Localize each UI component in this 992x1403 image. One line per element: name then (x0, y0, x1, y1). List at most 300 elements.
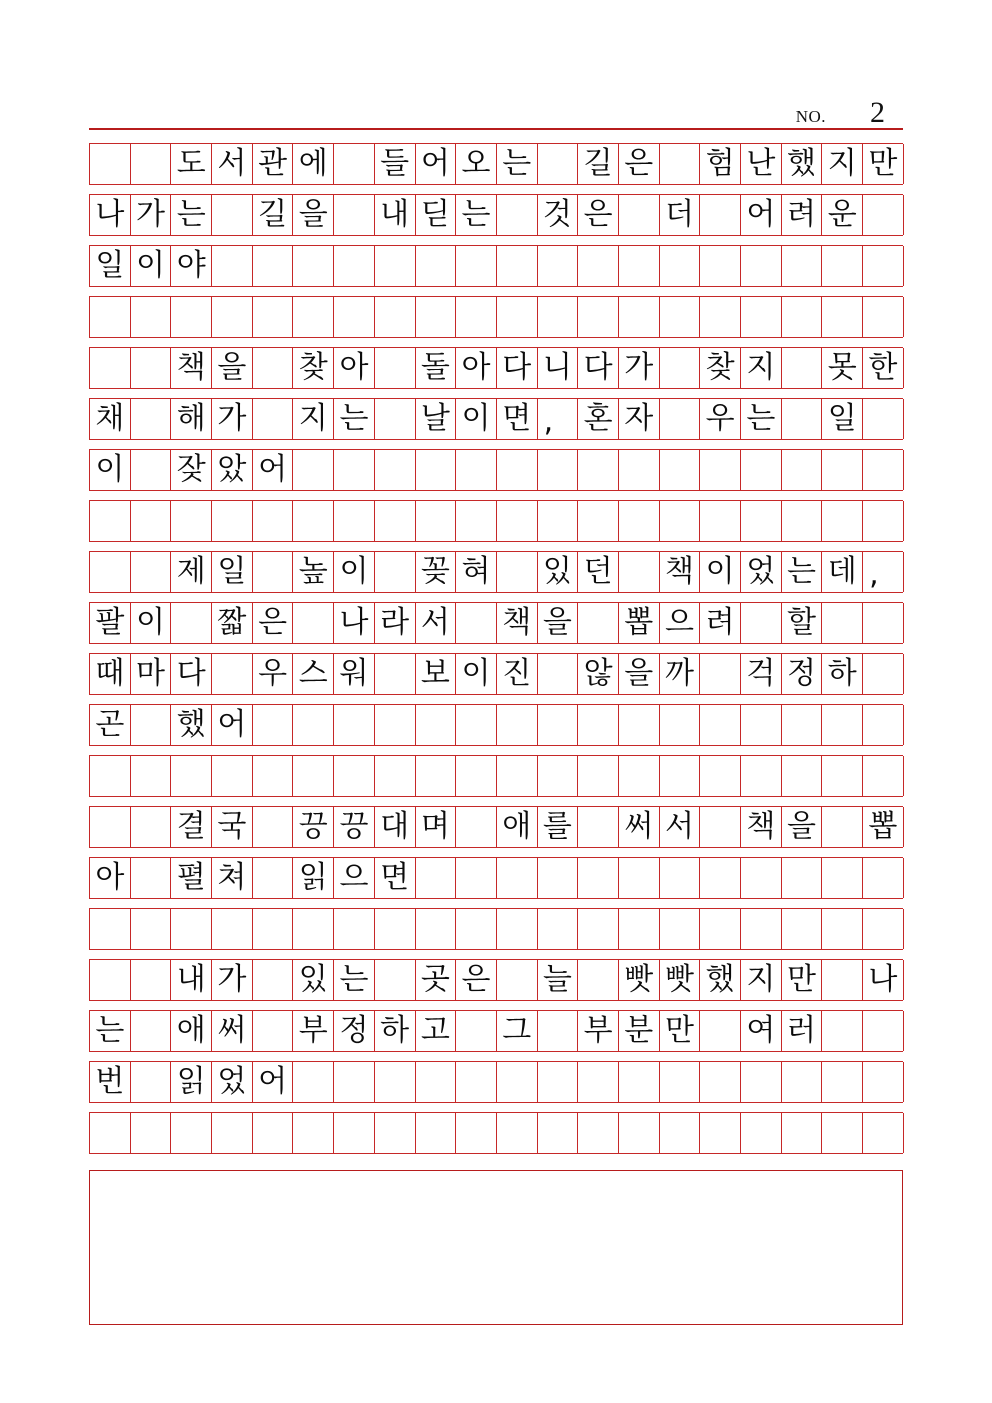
manuscript-cell-filled[interactable] (212, 552, 253, 592)
manuscript-cell-empty[interactable] (497, 246, 538, 286)
manuscript-cell-filled[interactable] (253, 195, 294, 235)
manuscript-cell-empty[interactable] (456, 1011, 497, 1051)
manuscript-cell-filled[interactable] (578, 1011, 619, 1051)
manuscript-cell-empty[interactable] (578, 501, 619, 541)
manuscript-cell-empty[interactable] (741, 246, 782, 286)
manuscript-cell-empty[interactable] (863, 909, 904, 949)
manuscript-cell-empty[interactable] (416, 297, 457, 337)
manuscript-cell-empty[interactable] (782, 348, 823, 388)
manuscript-cell-empty[interactable] (456, 1113, 497, 1153)
manuscript-cell-empty[interactable] (660, 909, 701, 949)
manuscript-cell-filled[interactable] (456, 654, 497, 694)
manuscript-cell-empty[interactable] (782, 1113, 823, 1153)
manuscript-cell-empty[interactable] (741, 501, 782, 541)
manuscript-cell-filled[interactable] (660, 195, 701, 235)
manuscript-cell-filled[interactable] (741, 654, 782, 694)
manuscript-cell-empty[interactable] (619, 1062, 660, 1102)
manuscript-cell-filled[interactable] (822, 348, 863, 388)
manuscript-cell-filled[interactable] (660, 654, 701, 694)
manuscript-cell-empty[interactable] (416, 858, 457, 898)
manuscript-cell-empty[interactable] (782, 399, 823, 439)
manuscript-cell-empty[interactable] (293, 246, 334, 286)
manuscript-cell-filled[interactable] (741, 348, 782, 388)
manuscript-cell-empty[interactable] (497, 756, 538, 796)
manuscript-cell-empty[interactable] (578, 909, 619, 949)
manuscript-cell-filled[interactable] (334, 1011, 375, 1051)
manuscript-cell-empty[interactable] (212, 654, 253, 694)
manuscript-cell-filled[interactable] (293, 807, 334, 847)
manuscript-cell-empty[interactable] (212, 909, 253, 949)
manuscript-cell-empty[interactable] (741, 1113, 782, 1153)
manuscript-cell-empty[interactable] (863, 705, 904, 745)
manuscript-cell-filled[interactable] (171, 246, 212, 286)
manuscript-cell-empty[interactable] (212, 756, 253, 796)
manuscript-cell-filled[interactable] (253, 603, 294, 643)
manuscript-cell-filled[interactable] (375, 858, 416, 898)
manuscript-cell-empty[interactable] (375, 654, 416, 694)
manuscript-cell-empty[interactable] (538, 501, 579, 541)
manuscript-cell-filled[interactable] (863, 807, 904, 847)
manuscript-cell-filled[interactable] (497, 1011, 538, 1051)
manuscript-cell-filled[interactable] (416, 960, 457, 1000)
manuscript-cell-filled[interactable] (456, 348, 497, 388)
manuscript-cell-empty[interactable] (660, 1113, 701, 1153)
manuscript-cell-empty[interactable] (538, 858, 579, 898)
manuscript-cell-filled[interactable] (456, 195, 497, 235)
manuscript-cell-empty[interactable] (293, 705, 334, 745)
manuscript-cell-empty[interactable] (171, 1113, 212, 1153)
manuscript-cell-empty[interactable] (375, 297, 416, 337)
manuscript-cell-empty[interactable] (538, 1062, 579, 1102)
manuscript-cell-empty[interactable] (538, 909, 579, 949)
manuscript-cell-empty[interactable] (131, 807, 172, 847)
manuscript-cell-filled[interactable] (782, 1011, 823, 1051)
manuscript-cell-empty[interactable] (375, 501, 416, 541)
manuscript-cell-empty[interactable] (863, 501, 904, 541)
manuscript-cell-empty[interactable] (822, 1011, 863, 1051)
manuscript-cell-empty[interactable] (700, 807, 741, 847)
manuscript-cell-empty[interactable] (171, 756, 212, 796)
manuscript-cell-filled[interactable] (334, 552, 375, 592)
manuscript-cell-filled[interactable] (171, 348, 212, 388)
manuscript-cell-empty[interactable] (334, 756, 375, 796)
manuscript-cell-empty[interactable] (578, 246, 619, 286)
manuscript-cell-filled[interactable] (212, 807, 253, 847)
manuscript-cell-empty[interactable] (375, 450, 416, 490)
manuscript-cell-filled[interactable] (131, 654, 172, 694)
manuscript-cell-filled[interactable] (863, 144, 904, 184)
manuscript-cell-empty[interactable] (212, 246, 253, 286)
manuscript-cell-empty[interactable] (334, 1113, 375, 1153)
manuscript-cell-empty[interactable] (497, 450, 538, 490)
manuscript-cell-empty[interactable] (578, 603, 619, 643)
manuscript-cell-filled[interactable] (863, 552, 904, 592)
manuscript-cell-empty[interactable] (456, 450, 497, 490)
manuscript-cell-empty[interactable] (863, 195, 904, 235)
manuscript-cell-empty[interactable] (660, 348, 701, 388)
manuscript-cell-filled[interactable] (334, 858, 375, 898)
manuscript-cell-filled[interactable] (578, 399, 619, 439)
manuscript-cell-empty[interactable] (700, 654, 741, 694)
manuscript-cell-filled[interactable] (700, 960, 741, 1000)
manuscript-cell-filled[interactable] (822, 195, 863, 235)
manuscript-cell-filled[interactable] (578, 195, 619, 235)
manuscript-cell-filled[interactable] (416, 144, 457, 184)
manuscript-cell-filled[interactable] (212, 960, 253, 1000)
manuscript-cell-empty[interactable] (253, 858, 294, 898)
manuscript-cell-filled[interactable] (822, 654, 863, 694)
manuscript-cell-empty[interactable] (863, 858, 904, 898)
manuscript-cell-filled[interactable] (253, 450, 294, 490)
manuscript-cell-empty[interactable] (741, 756, 782, 796)
manuscript-cell-empty[interactable] (497, 1062, 538, 1102)
manuscript-cell-filled[interactable] (538, 552, 579, 592)
manuscript-cell-filled[interactable] (212, 603, 253, 643)
manuscript-cell-filled[interactable] (171, 144, 212, 184)
manuscript-cell-empty[interactable] (822, 705, 863, 745)
manuscript-cell-empty[interactable] (538, 297, 579, 337)
manuscript-cell-empty[interactable] (375, 960, 416, 1000)
manuscript-cell-empty[interactable] (660, 501, 701, 541)
manuscript-cell-filled[interactable] (660, 1011, 701, 1051)
manuscript-cell-empty[interactable] (619, 195, 660, 235)
manuscript-cell-empty[interactable] (741, 909, 782, 949)
manuscript-cell-filled[interactable] (90, 450, 131, 490)
manuscript-cell-empty[interactable] (497, 858, 538, 898)
manuscript-cell-empty[interactable] (90, 144, 131, 184)
manuscript-cell-filled[interactable] (700, 144, 741, 184)
manuscript-cell-filled[interactable] (416, 603, 457, 643)
manuscript-cell-empty[interactable] (822, 603, 863, 643)
manuscript-cell-empty[interactable] (293, 1113, 334, 1153)
manuscript-cell-filled[interactable] (416, 552, 457, 592)
manuscript-cell-empty[interactable] (578, 705, 619, 745)
manuscript-cell-filled[interactable] (90, 246, 131, 286)
manuscript-cell-empty[interactable] (171, 501, 212, 541)
manuscript-cell-empty[interactable] (782, 297, 823, 337)
manuscript-cell-filled[interactable] (90, 1011, 131, 1051)
manuscript-cell-empty[interactable] (90, 960, 131, 1000)
manuscript-cell-empty[interactable] (578, 756, 619, 796)
manuscript-cell-empty[interactable] (212, 297, 253, 337)
manuscript-cell-filled[interactable] (293, 348, 334, 388)
manuscript-cell-filled[interactable] (741, 144, 782, 184)
manuscript-cell-empty[interactable] (619, 756, 660, 796)
manuscript-cell-filled[interactable] (700, 399, 741, 439)
manuscript-cell-filled[interactable] (416, 348, 457, 388)
manuscript-cell-empty[interactable] (131, 450, 172, 490)
manuscript-cell-empty[interactable] (253, 909, 294, 949)
manuscript-cell-filled[interactable] (660, 807, 701, 847)
manuscript-cell-empty[interactable] (497, 909, 538, 949)
manuscript-cell-empty[interactable] (822, 807, 863, 847)
manuscript-cell-empty[interactable] (538, 246, 579, 286)
manuscript-cell-filled[interactable] (334, 807, 375, 847)
manuscript-cell-empty[interactable] (822, 858, 863, 898)
manuscript-cell-filled[interactable] (619, 348, 660, 388)
manuscript-cell-empty[interactable] (822, 1113, 863, 1153)
manuscript-cell-filled[interactable] (171, 1062, 212, 1102)
manuscript-cell-empty[interactable] (782, 1062, 823, 1102)
manuscript-cell-empty[interactable] (375, 756, 416, 796)
manuscript-cell-empty[interactable] (700, 1011, 741, 1051)
manuscript-cell-empty[interactable] (90, 297, 131, 337)
manuscript-cell-filled[interactable] (619, 399, 660, 439)
manuscript-cell-filled[interactable] (456, 399, 497, 439)
manuscript-cell-filled[interactable] (90, 603, 131, 643)
manuscript-cell-empty[interactable] (863, 1011, 904, 1051)
manuscript-cell-empty[interactable] (578, 297, 619, 337)
manuscript-cell-empty[interactable] (863, 654, 904, 694)
manuscript-cell-empty[interactable] (538, 756, 579, 796)
manuscript-cell-filled[interactable] (171, 705, 212, 745)
manuscript-cell-empty[interactable] (131, 144, 172, 184)
manuscript-cell-filled[interactable] (497, 654, 538, 694)
manuscript-cell-empty[interactable] (212, 1113, 253, 1153)
manuscript-cell-filled[interactable] (497, 603, 538, 643)
manuscript-cell-empty[interactable] (660, 756, 701, 796)
manuscript-cell-empty[interactable] (253, 960, 294, 1000)
manuscript-cell-filled[interactable] (660, 960, 701, 1000)
manuscript-cell-empty[interactable] (619, 246, 660, 286)
manuscript-cell-empty[interactable] (660, 399, 701, 439)
manuscript-cell-empty[interactable] (456, 246, 497, 286)
manuscript-cell-filled[interactable] (497, 807, 538, 847)
manuscript-cell-empty[interactable] (782, 756, 823, 796)
manuscript-cell-filled[interactable] (863, 348, 904, 388)
manuscript-cell-filled[interactable] (293, 144, 334, 184)
manuscript-cell-filled[interactable] (619, 960, 660, 1000)
manuscript-cell-filled[interactable] (538, 195, 579, 235)
manuscript-cell-filled[interactable] (171, 960, 212, 1000)
manuscript-cell-empty[interactable] (700, 195, 741, 235)
manuscript-cell-filled[interactable] (375, 603, 416, 643)
manuscript-cell-empty[interactable] (131, 960, 172, 1000)
manuscript-cell-empty[interactable] (660, 246, 701, 286)
manuscript-cell-empty[interactable] (578, 1113, 619, 1153)
manuscript-cell-filled[interactable] (741, 552, 782, 592)
manuscript-cell-filled[interactable] (293, 654, 334, 694)
manuscript-cell-filled[interactable] (90, 654, 131, 694)
manuscript-cell-filled[interactable] (619, 603, 660, 643)
manuscript-cell-empty[interactable] (619, 297, 660, 337)
manuscript-cell-filled[interactable] (212, 399, 253, 439)
manuscript-cell-empty[interactable] (131, 348, 172, 388)
manuscript-cell-filled[interactable] (700, 552, 741, 592)
manuscript-cell-empty[interactable] (538, 1011, 579, 1051)
manuscript-cell-empty[interactable] (253, 756, 294, 796)
manuscript-cell-empty[interactable] (538, 1113, 579, 1153)
manuscript-cell-empty[interactable] (131, 501, 172, 541)
manuscript-cell-filled[interactable] (619, 654, 660, 694)
manuscript-cell-filled[interactable] (90, 1062, 131, 1102)
manuscript-cell-empty[interactable] (212, 501, 253, 541)
manuscript-cell-filled[interactable] (741, 195, 782, 235)
manuscript-cell-empty[interactable] (863, 756, 904, 796)
manuscript-cell-empty[interactable] (212, 195, 253, 235)
manuscript-cell-empty[interactable] (497, 297, 538, 337)
manuscript-cell-filled[interactable] (822, 144, 863, 184)
manuscript-cell-empty[interactable] (90, 501, 131, 541)
manuscript-cell-empty[interactable] (416, 246, 457, 286)
manuscript-cell-filled[interactable] (171, 552, 212, 592)
manuscript-cell-empty[interactable] (253, 501, 294, 541)
manuscript-cell-filled[interactable] (660, 603, 701, 643)
manuscript-cell-empty[interactable] (660, 1062, 701, 1102)
manuscript-cell-filled[interactable] (293, 1011, 334, 1051)
manuscript-cell-filled[interactable] (741, 960, 782, 1000)
manuscript-cell-filled[interactable] (782, 195, 823, 235)
manuscript-cell-empty[interactable] (293, 909, 334, 949)
manuscript-cell-filled[interactable] (253, 654, 294, 694)
manuscript-cell-filled[interactable] (131, 246, 172, 286)
manuscript-cell-empty[interactable] (456, 705, 497, 745)
manuscript-cell-filled[interactable] (700, 348, 741, 388)
manuscript-cell-empty[interactable] (782, 501, 823, 541)
manuscript-cell-filled[interactable] (334, 348, 375, 388)
manuscript-cell-empty[interactable] (863, 297, 904, 337)
manuscript-cell-empty[interactable] (822, 1062, 863, 1102)
manuscript-cell-filled[interactable] (822, 552, 863, 592)
manuscript-cell-empty[interactable] (456, 756, 497, 796)
manuscript-cell-empty[interactable] (90, 756, 131, 796)
manuscript-cell-filled[interactable] (782, 603, 823, 643)
manuscript-cell-filled[interactable] (212, 1011, 253, 1051)
manuscript-cell-filled[interactable] (131, 603, 172, 643)
manuscript-cell-empty[interactable] (334, 705, 375, 745)
manuscript-cell-empty[interactable] (456, 909, 497, 949)
manuscript-cell-filled[interactable] (782, 654, 823, 694)
manuscript-cell-empty[interactable] (863, 1062, 904, 1102)
manuscript-cell-empty[interactable] (375, 705, 416, 745)
manuscript-cell-empty[interactable] (660, 858, 701, 898)
manuscript-cell-empty[interactable] (782, 858, 823, 898)
manuscript-cell-empty[interactable] (253, 348, 294, 388)
manuscript-cell-filled[interactable] (782, 960, 823, 1000)
manuscript-cell-filled[interactable] (90, 399, 131, 439)
manuscript-cell-filled[interactable] (90, 195, 131, 235)
manuscript-cell-empty[interactable] (131, 552, 172, 592)
manuscript-cell-empty[interactable] (131, 909, 172, 949)
manuscript-cell-empty[interactable] (700, 450, 741, 490)
manuscript-cell-filled[interactable] (293, 399, 334, 439)
manuscript-cell-empty[interactable] (578, 960, 619, 1000)
manuscript-cell-empty[interactable] (293, 603, 334, 643)
manuscript-cell-empty[interactable] (456, 858, 497, 898)
manuscript-cell-empty[interactable] (619, 909, 660, 949)
manuscript-cell-empty[interactable] (416, 705, 457, 745)
manuscript-cell-empty[interactable] (90, 1113, 131, 1153)
manuscript-cell-filled[interactable] (741, 399, 782, 439)
manuscript-cell-empty[interactable] (375, 399, 416, 439)
manuscript-cell-empty[interactable] (863, 450, 904, 490)
manuscript-cell-filled[interactable] (416, 399, 457, 439)
manuscript-cell-empty[interactable] (253, 552, 294, 592)
manuscript-cell-empty[interactable] (497, 552, 538, 592)
manuscript-cell-empty[interactable] (497, 1113, 538, 1153)
manuscript-cell-empty[interactable] (293, 297, 334, 337)
manuscript-cell-filled[interactable] (416, 1011, 457, 1051)
manuscript-cell-filled[interactable] (293, 858, 334, 898)
manuscript-cell-filled[interactable] (782, 144, 823, 184)
manuscript-cell-empty[interactable] (700, 909, 741, 949)
manuscript-cell-empty[interactable] (253, 807, 294, 847)
manuscript-cell-empty[interactable] (416, 1062, 457, 1102)
manuscript-cell-empty[interactable] (497, 501, 538, 541)
manuscript-cell-empty[interactable] (131, 1062, 172, 1102)
manuscript-cell-empty[interactable] (782, 705, 823, 745)
manuscript-cell-filled[interactable] (497, 144, 538, 184)
manuscript-cell-empty[interactable] (131, 399, 172, 439)
manuscript-cell-empty[interactable] (131, 297, 172, 337)
manuscript-cell-empty[interactable] (619, 705, 660, 745)
manuscript-cell-empty[interactable] (171, 909, 212, 949)
manuscript-cell-empty[interactable] (171, 297, 212, 337)
manuscript-cell-filled[interactable] (212, 450, 253, 490)
manuscript-cell-empty[interactable] (741, 705, 782, 745)
manuscript-cell-empty[interactable] (334, 450, 375, 490)
manuscript-cell-filled[interactable] (456, 960, 497, 1000)
manuscript-cell-empty[interactable] (253, 705, 294, 745)
manuscript-cell-filled[interactable] (212, 858, 253, 898)
manuscript-cell-empty[interactable] (416, 1113, 457, 1153)
manuscript-cell-filled[interactable] (741, 807, 782, 847)
manuscript-cell-filled[interactable] (90, 705, 131, 745)
manuscript-cell-empty[interactable] (456, 297, 497, 337)
manuscript-cell-empty[interactable] (253, 399, 294, 439)
manuscript-cell-empty[interactable] (741, 858, 782, 898)
manuscript-cell-empty[interactable] (375, 348, 416, 388)
manuscript-cell-empty[interactable] (700, 246, 741, 286)
manuscript-cell-empty[interactable] (293, 1062, 334, 1102)
manuscript-cell-empty[interactable] (334, 909, 375, 949)
manuscript-cell-filled[interactable] (131, 195, 172, 235)
manuscript-cell-filled[interactable] (293, 960, 334, 1000)
manuscript-cell-empty[interactable] (253, 246, 294, 286)
manuscript-cell-filled[interactable] (700, 603, 741, 643)
manuscript-cell-empty[interactable] (90, 909, 131, 949)
manuscript-cell-empty[interactable] (375, 246, 416, 286)
manuscript-cell-empty[interactable] (456, 807, 497, 847)
manuscript-cell-empty[interactable] (456, 501, 497, 541)
manuscript-cell-filled[interactable] (293, 552, 334, 592)
manuscript-cell-empty[interactable] (782, 909, 823, 949)
manuscript-cell-empty[interactable] (822, 909, 863, 949)
manuscript-cell-filled[interactable] (375, 807, 416, 847)
manuscript-cell-filled[interactable] (212, 144, 253, 184)
manuscript-cell-empty[interactable] (782, 246, 823, 286)
manuscript-cell-empty[interactable] (782, 450, 823, 490)
manuscript-cell-filled[interactable] (171, 1011, 212, 1051)
manuscript-cell-empty[interactable] (578, 1062, 619, 1102)
manuscript-cell-empty[interactable] (863, 1113, 904, 1153)
manuscript-cell-filled[interactable] (334, 399, 375, 439)
manuscript-cell-empty[interactable] (538, 705, 579, 745)
manuscript-cell-filled[interactable] (863, 960, 904, 1000)
manuscript-cell-empty[interactable] (741, 450, 782, 490)
manuscript-cell-empty[interactable] (375, 1062, 416, 1102)
manuscript-cell-empty[interactable] (131, 858, 172, 898)
manuscript-cell-filled[interactable] (171, 195, 212, 235)
manuscript-cell-empty[interactable] (741, 603, 782, 643)
manuscript-cell-empty[interactable] (131, 705, 172, 745)
manuscript-cell-empty[interactable] (375, 552, 416, 592)
manuscript-cell-empty[interactable] (863, 399, 904, 439)
manuscript-cell-empty[interactable] (822, 501, 863, 541)
manuscript-cell-filled[interactable] (171, 807, 212, 847)
manuscript-cell-filled[interactable] (171, 858, 212, 898)
manuscript-cell-empty[interactable] (700, 858, 741, 898)
